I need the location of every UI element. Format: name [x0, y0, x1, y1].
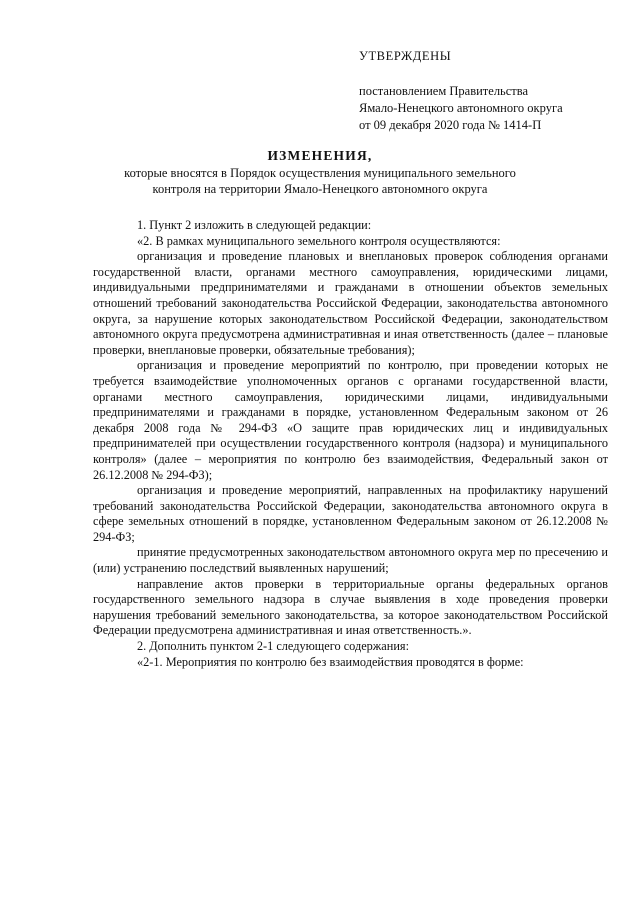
subtitle-line: которые вносятся в Порядок осуществления муниципального земельного [124, 166, 516, 180]
body-paragraph: 2. Дополнить пунктом 2-1 следующего содержания: [137, 639, 409, 654]
document-subtitle [0, 165, 640, 197]
approval-line: Ямало-Ненецкого автономного округа [359, 101, 563, 115]
body-paragraph: «2-1. Мероприятия по контролю без взаимодействия проводятся в форме: [137, 654, 524, 669]
body-paragraph: «2. В рамках муниципального земельного контроля осуществляются: [137, 233, 501, 248]
subtitle-line: контроля на территории Ямало-Ненецкого автономного округа [152, 182, 488, 196]
body-paragraph: организация и проведение мероприятий, направленных на профилактику нарушений требований законодательства Российской Федерации, законодательства автономного округа в сфере земельных отношений в порядке, установленном Федеральным законом от 26.12.2008 № 294-ФЗ; [93, 483, 608, 544]
approval-heading: УТВЕРЖДЕНЫ [359, 49, 452, 63]
body-paragraph: направление актов проверки в территориальные органы федеральных органов государственного земельного надзора в случае выявления в ходе проведения проверки нарушения требований земельного законодательства, за которое законодательством Российской Федерации предусмотрена административная и иная ответственность.». [93, 576, 608, 638]
body-paragraph: принятие предусмотренных законодательством автономного округа мер по пресечению и (или) устранению последствий выявленных нарушений; [93, 545, 608, 576]
document-title: ИЗМЕНЕНИЯ, [267, 148, 373, 163]
body-paragraph: организация и проведение плановых и внеплановых проверок соблюдения органами государственной власти, органами местного самоуправления, юридическими лицами, индивидуальными предпринимателями и гражданами в отношении объектов земельных отношений требований законодательства Российской Федерации, законодательства автономного округа, за нарушение которых законодательством Российской Федерации, законодательством автономного округа предусмотрена административная и иная ответственность (далее – плановые проверки, внеплановые проверки, обязательные требования); [93, 249, 608, 357]
body-paragraph: 1. Пункт 2 изложить в следующей редакции: [137, 218, 372, 232]
approval-line: от 09 декабря 2020 года № 1414-П [359, 118, 542, 132]
document-body [93, 218, 608, 670]
approval-block [359, 48, 563, 134]
body-paragraph: организация и проведение мероприятий по контролю, при проведении которых не требуется взаимодействие уполномоченных органов с органами государственной власти, органами местного самоуправления, юридическими лицами, индивидуальными предпринимателями и гражданами в порядке, установленном Федеральным законом от 26 декабря 2008 года № 294-ФЗ «О защите прав юридических лиц и индивидуальных предпринимателей при осуществлении государственного контроля (надзора) и муниципального контроля» (далее – мероприятия по контролю без взаимодействия, Федеральный закон от 26.12.2008 № 294-ФЗ); [93, 358, 608, 482]
approval-line: постановлением Правительства [359, 84, 529, 98]
